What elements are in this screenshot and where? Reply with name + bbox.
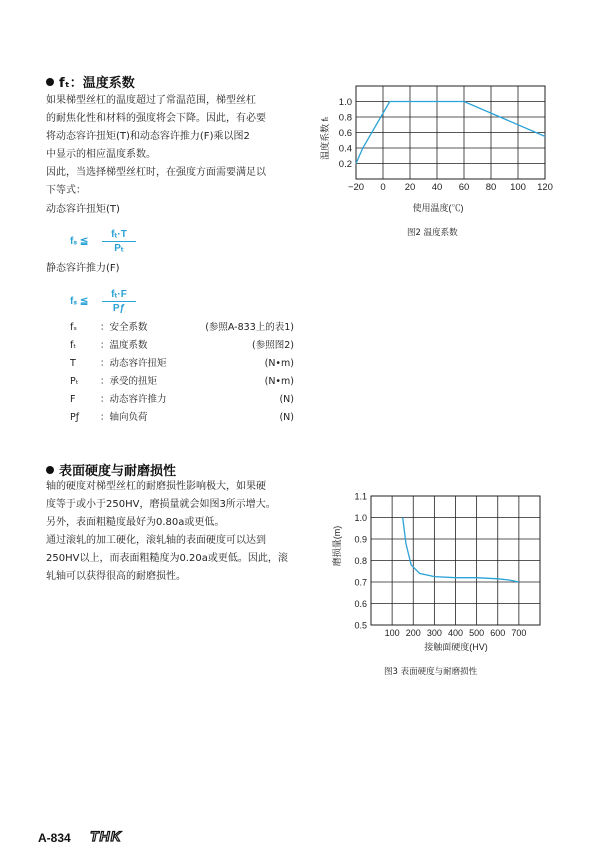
definition-row (70, 391, 294, 409)
figure3-y-axis-label: 磨损量(m) (332, 525, 342, 567)
y-tick-label: 1.1 (354, 491, 367, 502)
figure2-x-axis-label: 使用温度(℃) (412, 203, 464, 213)
definition-row (70, 319, 294, 337)
label-dynamic-torque: 动态容许扭矩(T) (46, 204, 120, 215)
hardness-paragraph-1: 轴的硬度对梯型丝杠的耐磨损性影响极大，如果硬 度等于或小于250HV，磨损量就会如图3所示增大。 另外，表面粗糙度最好为0.80a或更低。 (46, 481, 276, 528)
figure2-temperature-chart (316, 76, 561, 216)
y-tick-label: 0.5 (354, 620, 367, 631)
definition-symbol: fₜ (70, 340, 77, 351)
x-tick-label: 0 (380, 182, 386, 193)
definition-description: ：安全系数 (100, 322, 148, 333)
formula-torque-lhs: fₛ ≦ (70, 236, 89, 247)
y-tick-label: 0.6 (338, 128, 352, 139)
y-tick-label: 0.4 (338, 143, 352, 155)
y-tick-label: 0.6 (354, 599, 367, 609)
x-tick-label: 600 (490, 628, 506, 638)
data-series-line (403, 518, 519, 583)
definition-symbol: T (70, 358, 76, 369)
definition-row (70, 337, 294, 355)
x-tick-label: −20 (347, 182, 365, 193)
definition-description: ：动态容许推力 (100, 394, 167, 405)
formula-thrust-numerator: fₜ·F (102, 289, 136, 302)
y-tick-label: 0.8 (354, 556, 367, 566)
label-static-thrust: 静态容许推力(F) (46, 263, 120, 274)
definition-description: ：承受的扭矩 (100, 376, 158, 387)
hardness-paragraph-2: 通过滚轧的加工硬化，滚轧轴的表面硬度可以达到 250HV以上，而表面粗糙度为0.20a或更低。因此，滚 轧轴可以获得很高的耐磨损性。 (46, 535, 288, 582)
definition-symbol: Pƒ (70, 412, 80, 423)
y-tick-label: 0.8 (338, 112, 352, 124)
y-tick-label: 0.2 (338, 159, 352, 170)
x-tick-label: 400 (447, 628, 464, 638)
formula-torque-numerator: fₜ·T (102, 229, 136, 242)
thk-logo: THK (90, 828, 122, 844)
definition-symbol: Pₜ (70, 376, 79, 387)
definition-description: ：温度系数 (100, 340, 148, 351)
formula-torque-denominator: Pₜ (114, 243, 124, 254)
section-heading-hardness: 表面硬度与耐磨损性 (46, 460, 176, 479)
x-tick-label: 100 (510, 182, 526, 193)
x-tick-label: 80 (485, 182, 497, 193)
x-tick-label: 200 (405, 628, 421, 638)
x-tick-label: 40 (431, 182, 443, 193)
page-number: A-834 (38, 831, 71, 845)
definition-reference: (N) (279, 412, 294, 423)
bullet-icon (46, 78, 54, 86)
definition-reference: (N•m) (264, 376, 294, 387)
x-tick-label: 300 (426, 628, 442, 638)
definition-reference: (参照图2) (252, 340, 294, 351)
temperature-paragraph-2: 因此，当选择梯型丝杠时，在强度方面需要满足以 下等式： (46, 167, 266, 196)
bullet-icon (46, 466, 54, 474)
temperature-paragraph-1: 如果梯型丝杠的温度超过了常温范围，梯型丝杠 的耐焦化性和材料的强度将会下降。因此，有必要 将动态容许扭矩(T)和动态容许推力(F)乘以图2 中显示的相应温度系数。 (46, 95, 266, 160)
definition-row (70, 355, 294, 373)
x-tick-label: 20 (404, 182, 416, 193)
definition-row (70, 409, 294, 427)
y-tick-label: 1.0 (338, 97, 352, 108)
figure3-x-axis-label: 接触面硬度(HV) (424, 642, 488, 652)
figure2-y-axis-label: 温度系数 fₜ (320, 116, 330, 160)
y-tick-label: 1.0 (354, 513, 367, 523)
x-tick-label: 700 (511, 628, 527, 638)
y-tick-label: 0.9 (354, 534, 367, 545)
figure2-caption: 图2 温度系数 (407, 228, 458, 238)
y-tick-label: 0.7 (354, 577, 367, 588)
definition-reference: (参照A-833上的表1) (205, 322, 294, 333)
definition-row (70, 373, 294, 391)
x-tick-label: 60 (458, 182, 470, 193)
definition-symbol: fₛ (70, 322, 77, 333)
x-tick-label: 500 (469, 628, 485, 638)
figure3-caption: 图3 表面硬度与耐磨损性 (384, 667, 478, 677)
formula-thrust-denominator: Pƒ (112, 303, 126, 314)
figure3-hardness-chart (328, 486, 558, 654)
x-tick-label: 120 (537, 182, 553, 193)
section-heading-temperature: fₜ：温度系数 (46, 72, 135, 91)
definitions-list (70, 319, 294, 429)
definition-reference: (N) (279, 394, 294, 405)
formula-thrust-lhs: fₛ ≦ (70, 296, 89, 307)
x-tick-label: 100 (384, 628, 400, 638)
definition-symbol: F (70, 394, 76, 405)
definition-reference: (N•m) (264, 358, 294, 369)
definition-description: ：轴向负荷 (100, 412, 148, 423)
definition-description: ：动态容许扭矩 (100, 358, 167, 369)
